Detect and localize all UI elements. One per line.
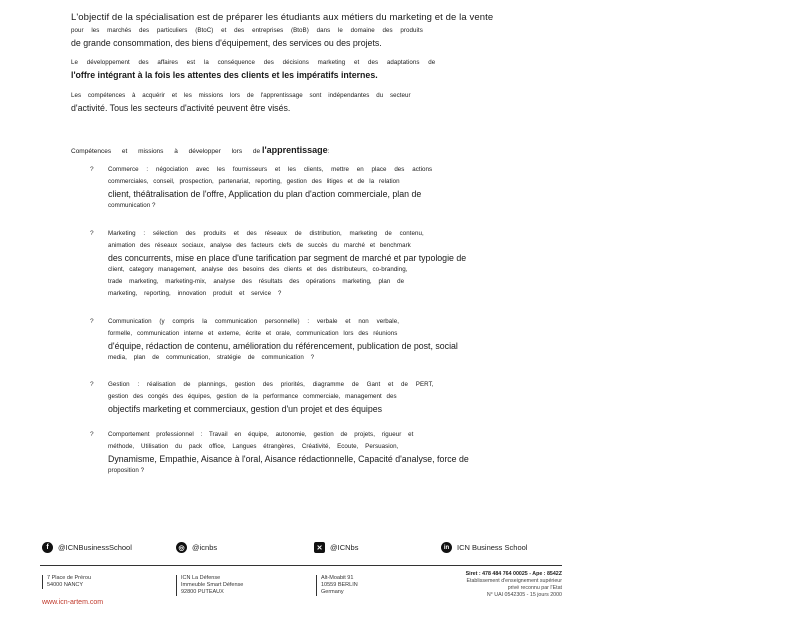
competence-gestion (108, 379, 520, 415)
heading-prefix: Compétences et missions à développer lors de (71, 148, 261, 155)
competence-line: des concurrents, mise en place d'une tarification par segment de marché et par typologie de (108, 253, 467, 263)
social-twitter[interactable] (314, 542, 358, 553)
facebook-icon: f (42, 542, 53, 553)
competences-heading (71, 145, 329, 155)
bullet-marker: ? (90, 230, 94, 237)
linkedin-icon: in (441, 542, 452, 553)
social-label: @ICNBusinessSchool (58, 543, 132, 552)
legal-line: Siret : 478 484 764 00025 - Ape : 8542Z (465, 571, 562, 577)
address-la-defense (176, 575, 243, 596)
address-line: 7 Place de Prérou (47, 575, 92, 581)
competence-comportement (108, 429, 548, 477)
heading-emphasis: l'apprentissage (261, 145, 328, 155)
competence-line: Gestion : réalisation de plannings, gestion des priorités, diagramme de Gant et de PERT, (108, 381, 434, 388)
address-line: 10559 BERLIN (321, 582, 358, 588)
competence-line: media, plan de communication, stratégie de communication ? (108, 354, 315, 361)
instagram-icon: ◎ (176, 542, 187, 553)
address-line: Immeuble Smart Défense (181, 582, 244, 588)
competence-line: client, théâtralisation de l'offre, Application du plan d'action commerciale, plan de (108, 189, 422, 199)
competence-marketing (108, 228, 520, 300)
competence-line: Marketing : sélection des produits et des réseaux de distribution, marketing de contenu, (108, 230, 424, 237)
bullet-marker: ? (90, 381, 94, 388)
competence-line: animation des réseaux sociaux, analyse des facteurs clefs de succès du marché et benchmark (108, 242, 411, 249)
legal-info (466, 571, 562, 599)
social-linkedin[interactable] (441, 542, 527, 553)
para2-line-2: l'offre intégrant à la fois les attentes des clients et les impératifs internes. (71, 70, 378, 80)
social-facebook[interactable] (42, 542, 132, 553)
footer-divider (40, 565, 562, 566)
social-instagram[interactable] (176, 542, 217, 553)
social-label: ICN Business School (457, 543, 528, 552)
bullet-marker: ? (90, 166, 94, 173)
legal-line: N° UAI 0542305 - 15 jours 2000 (486, 592, 562, 598)
competence-line: gestion des congés des équipes, gestion de la performance commerciale, management des (108, 393, 397, 400)
legal-line: privé reconnu par l'Etat (507, 585, 562, 591)
address-line: 54000 NANCY (47, 582, 84, 588)
para3-line-2: d'activité. Tous les secteurs d'activité peuvent être visés. (71, 103, 291, 113)
legal-line: Etablissement d'enseignement supérieur (466, 578, 562, 584)
social-label: @icnbs (192, 543, 218, 552)
competence-line: Communication (y compris la communication personnelle) : verbale et non verbale, (108, 318, 399, 325)
competence-line: méthode, Utilisation du pack office, Langues étrangères, Créativité, Ecoute, Persuasion, (108, 443, 399, 450)
address-berlin (316, 575, 358, 596)
intro-line-3: de grande consommation, des biens d'équipement, des services ou des projets. (71, 38, 382, 48)
para2-line-1: Le développement des affaires est la conséquence des décisions marketing et des adaptations de (71, 59, 436, 66)
website-link[interactable]: www.icn-artem.com (42, 599, 104, 606)
competence-line: proposition ? (108, 467, 145, 474)
competence-line: Commerce : négociation avec les fournisseurs et les clients, mettre en place des actions (108, 166, 433, 173)
social-label: @ICNbs (330, 543, 359, 552)
bullet-marker: ? (90, 318, 94, 325)
competence-line: client, category management, analyse des besoins des clients et des distributeurs, co-branding, (108, 266, 408, 273)
twitter-icon: ✕ (314, 542, 325, 553)
address-line: Alt-Moabit 91 (321, 575, 354, 581)
competence-line: objectifs marketing et commerciaux, gestion d'un projet et des équipes (108, 404, 383, 414)
competence-line: trade marketing, marketing-mix, analyse des résultats des opérations marketing, plan de (108, 278, 405, 285)
heading-suffix: : (327, 148, 330, 155)
address-nancy (42, 575, 91, 589)
address-line: Germany (321, 589, 344, 595)
competence-line: d'équipe, rédaction de contenu, amélioration du référencement, publication de post, social (108, 341, 458, 351)
competence-line: communication ? (108, 202, 156, 209)
competence-line: commerciales, conseil, prospection, partenariat, reporting, gestion des litiges et de la relation (108, 178, 400, 185)
para3-line-1: Les compétences à acquérir et les missions lors de l'apprentissage sont indépendantes du secteur (71, 92, 411, 99)
competence-line: Comportement professionnel : Travail en équipe, autonomie, gestion de projets, rigueur et (108, 431, 414, 438)
intro-line-2: pour les marchés des particuliers (BtoC) et des entreprises (BtoB) dans le domaine des produits (71, 27, 423, 34)
competence-line: Dynamisme, Empathie, Aisance à l'oral, Aisance rédactionnelle, Capacité d'analyse, force de (108, 454, 469, 464)
address-line: ICN La Défense (181, 575, 221, 581)
competence-line: formelle, communication interne et externe, écrite et orale, communication lors des réunions (108, 330, 398, 337)
competence-communication (108, 316, 520, 364)
address-line: 92800 PUTEAUX (181, 589, 224, 595)
bullet-marker: ? (90, 431, 94, 438)
competence-line: marketing, reporting, innovation produit et service ? (108, 290, 282, 297)
competence-commerce (108, 164, 520, 212)
intro-line-1: L'objectif de la spécialisation est de préparer les étudiants aux métiers du marketing et de la vente (71, 12, 494, 23)
